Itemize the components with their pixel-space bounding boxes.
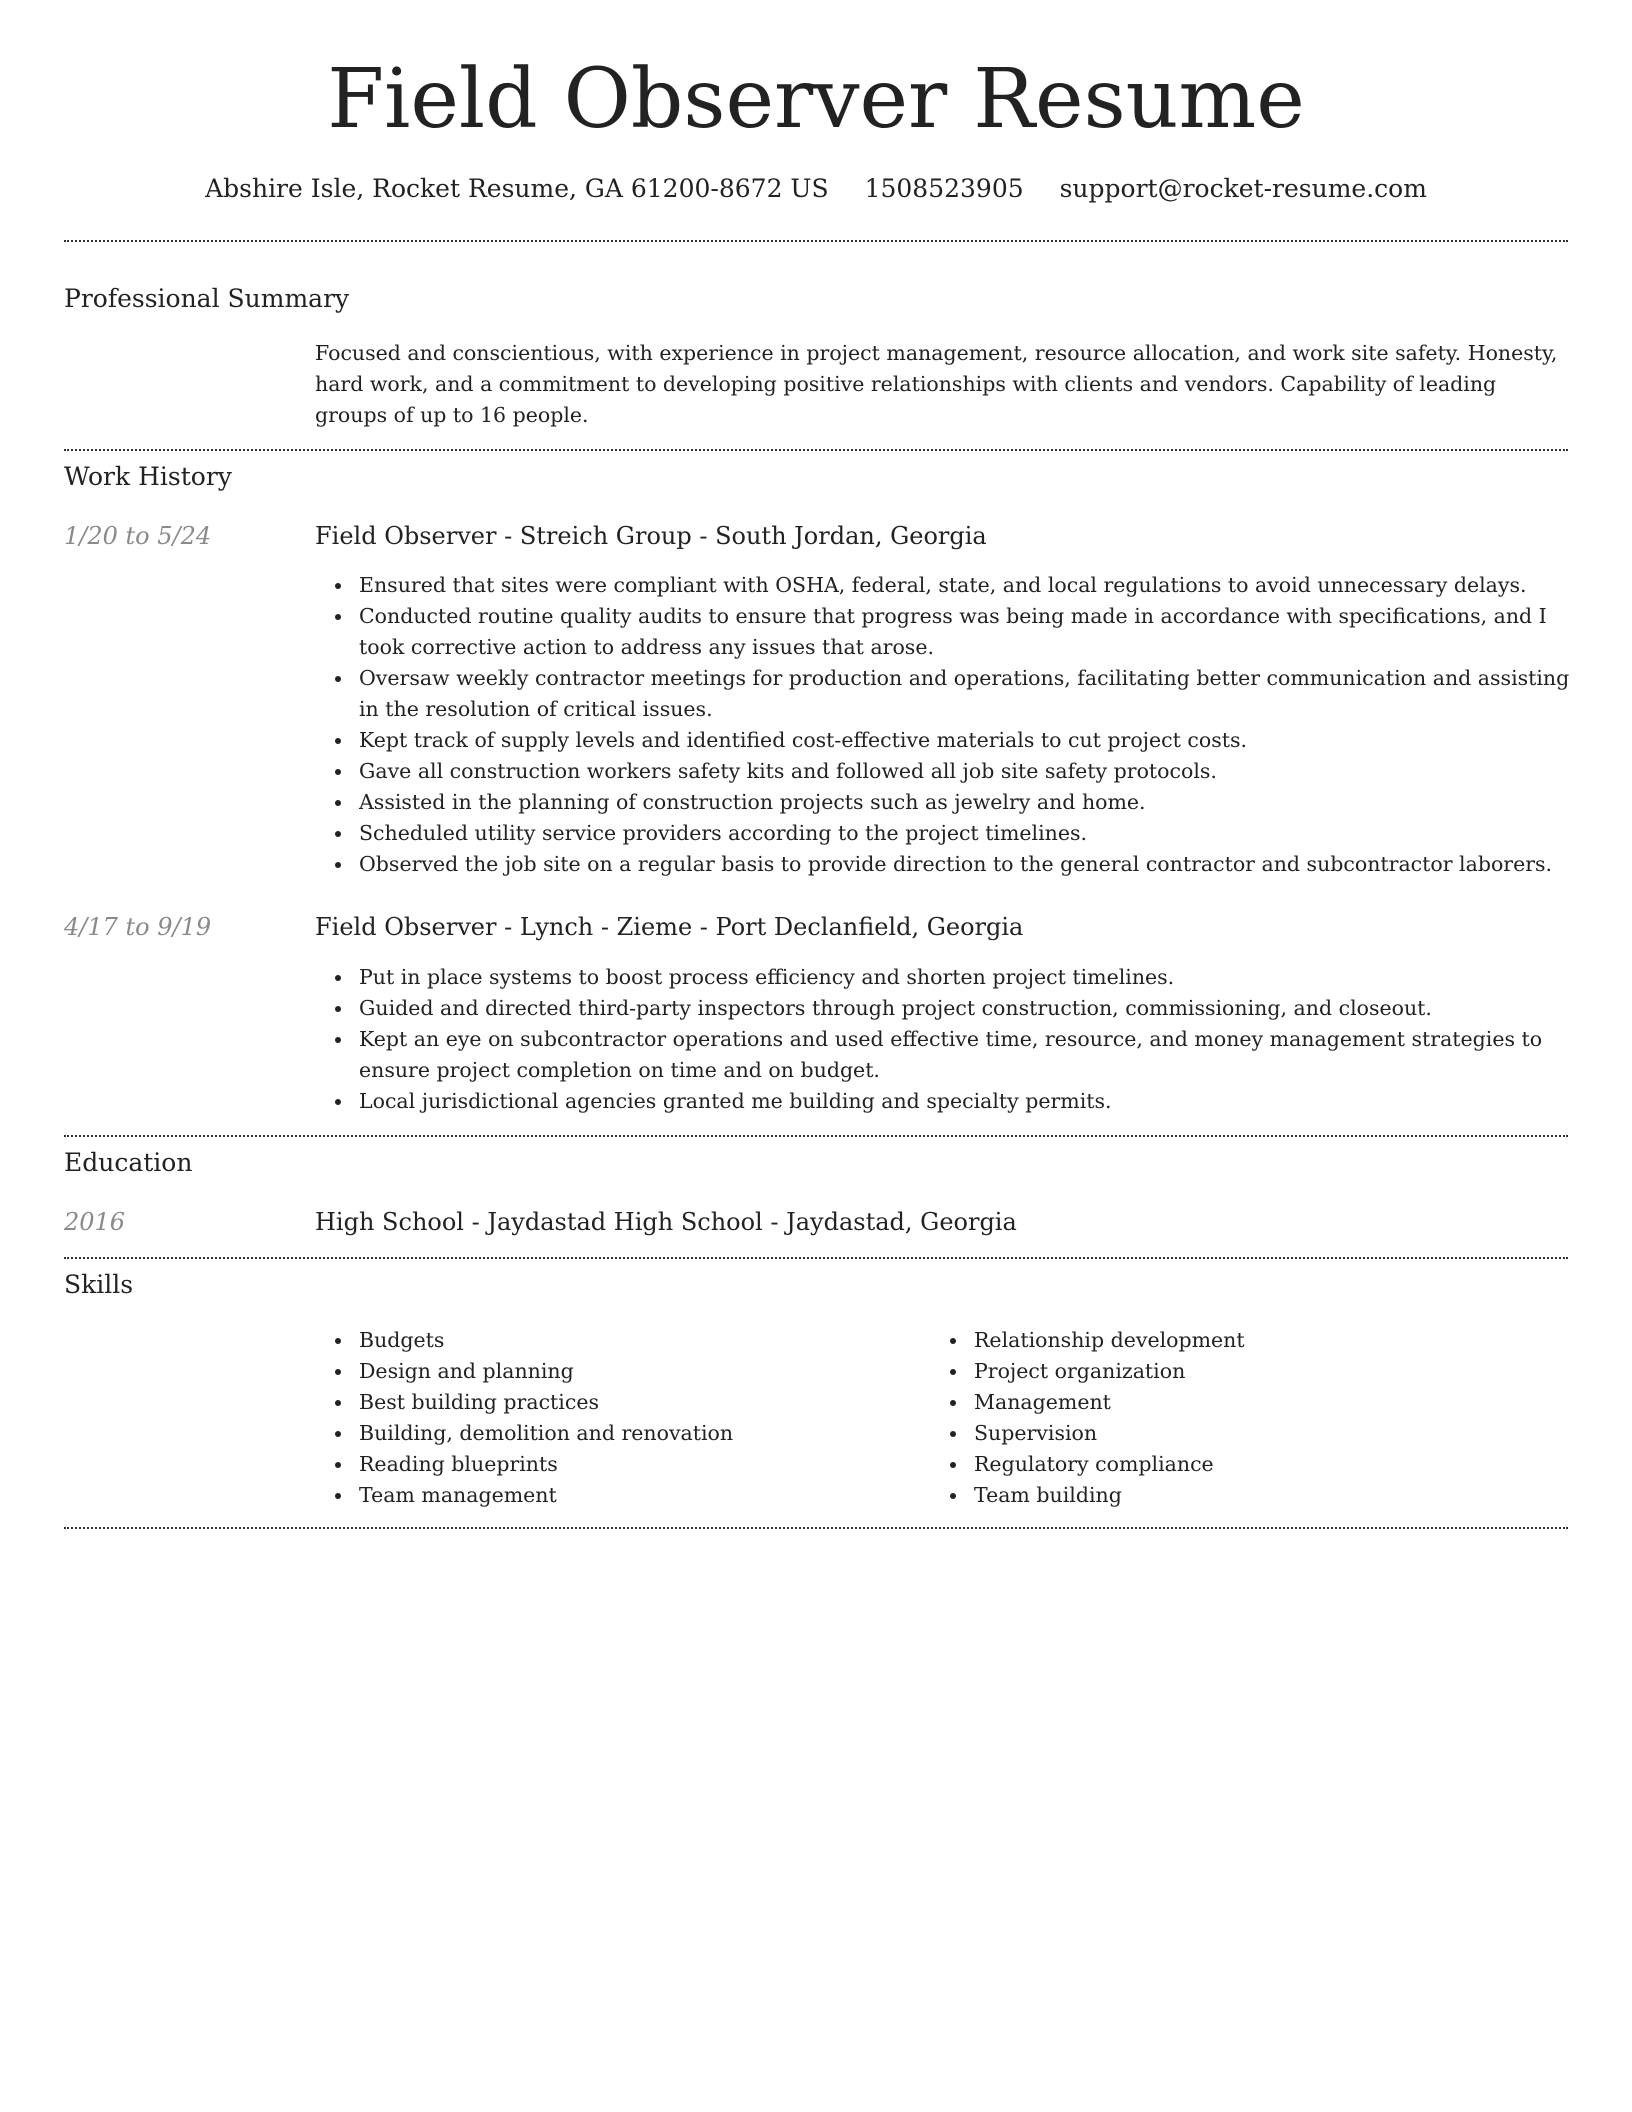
education-heading: Education [64, 1148, 193, 1177]
contact-email: support@rocket-resume.com [1059, 174, 1427, 203]
job-bullet: Conducted routine quality audits to ensure that progress was being made in accordance with specifications, and I took corrective action to address any issues that arose. [359, 601, 1573, 663]
education-entry: High School - Jaydastad High School - Jaydastad, Georgia [315, 1208, 1017, 1236]
skill-item: Building, demolition and renovation [359, 1418, 915, 1449]
job-bullet: Assisted in the planning of construction projects such as jewelry and home. [359, 787, 1573, 818]
resume-title: Field Observer Resume [327, 52, 1305, 147]
job-bullet: Local jurisdictional agencies granted me building and specialty permits. [359, 1086, 1573, 1117]
job-bullet: Observed the job site on a regular basis to provide direction to the general contractor and subcontractor laborers. [359, 849, 1573, 880]
job-bullets [315, 570, 1573, 880]
divider [64, 1257, 1568, 1259]
divider [64, 1135, 1568, 1137]
skill-item: Management [974, 1387, 1530, 1418]
job-title: Field Observer - Streich Group - South Jordan, Georgia [315, 522, 987, 550]
skills-list-left [315, 1325, 915, 1511]
job-dates: 4/17 to 9/19 [64, 913, 212, 941]
job-bullet: Put in place systems to boost process efficiency and shorten project timelines. [359, 962, 1573, 993]
work-heading: Work History [64, 462, 232, 491]
skills-heading: Skills [64, 1270, 134, 1299]
summary-text: Focused and conscientious, with experience in project management, resource allocation, and work site safety. Honesty, hard work, and a commitment to developing positive relationships with clients and vendors. Capability of leading groups of up to 16 people. [315, 341, 1558, 427]
job-bullet: Oversaw weekly contractor meetings for production and operations, facilitating better communication and assisting in the resolution of critical issues. [359, 663, 1573, 725]
skill-item: Team building [974, 1480, 1530, 1511]
job-bullet: Kept an eye on subcontractor operations and used effective time, resource, and money management strategies to ensure project completion on time and on budget. [359, 1024, 1573, 1086]
skill-item: Relationship development [974, 1325, 1530, 1356]
divider [64, 1527, 1568, 1529]
skill-item: Reading blueprints [359, 1449, 915, 1480]
job-bullet: Kept track of supply levels and identified cost-effective materials to cut project costs. [359, 725, 1573, 756]
skill-item: Budgets [359, 1325, 915, 1356]
job-dates: 1/20 to 5/24 [64, 522, 212, 550]
summary-heading: Professional Summary [64, 284, 350, 313]
skills-list-right [930, 1325, 1530, 1511]
skill-item: Best building practices [359, 1387, 915, 1418]
skill-item: Team management [359, 1480, 915, 1511]
contact-line [0, 172, 1632, 206]
job-bullet: Gave all construction workers safety kits and followed all job site safety protocols. [359, 756, 1573, 787]
contact-address: Abshire Isle, Rocket Resume, GA 61200-8672 US [205, 174, 829, 203]
skill-item: Design and planning [359, 1356, 915, 1387]
job-bullet: Ensured that sites were compliant with OSHA, federal, state, and local regulations to avoid unnecessary delays. [359, 570, 1573, 601]
job-bullet: Scheduled utility service providers according to the project timelines. [359, 818, 1573, 849]
job-title: Field Observer - Lynch - Zieme - Port Declanfield, Georgia [315, 913, 1024, 941]
divider [64, 449, 1568, 451]
job-bullet: Guided and directed third-party inspectors through project construction, commissioning, and closeout. [359, 993, 1573, 1024]
skill-item: Regulatory compliance [974, 1449, 1530, 1480]
divider [64, 240, 1568, 242]
skill-item: Supervision [974, 1418, 1530, 1449]
contact-phone: 1508523905 [864, 174, 1024, 203]
education-year: 2016 [64, 1208, 126, 1236]
job-bullets [315, 962, 1573, 1117]
skill-item: Project organization [974, 1356, 1530, 1387]
